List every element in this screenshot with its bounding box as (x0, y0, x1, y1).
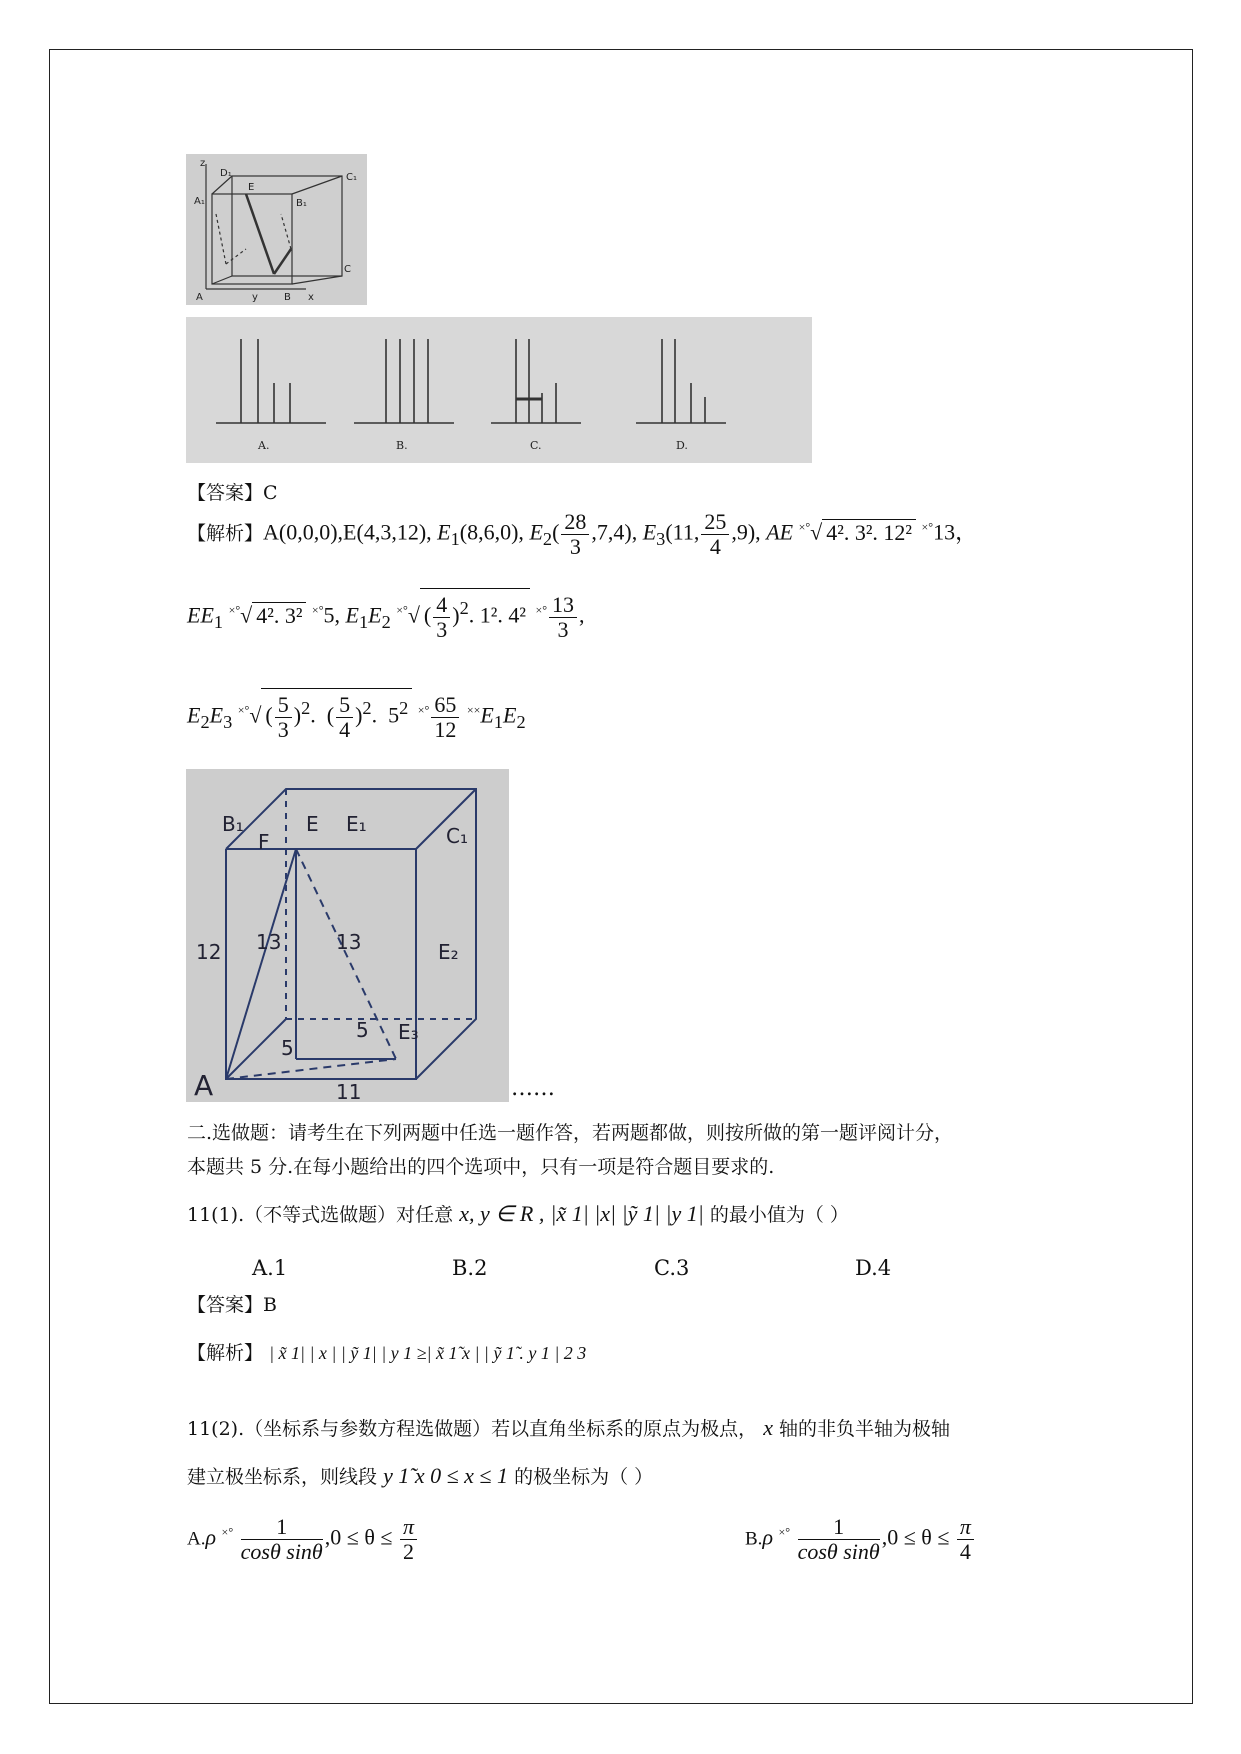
q11-2-line1c: 轴的非负半轴为极轴 (779, 1418, 951, 1440)
frac-25-4: $\frac{25}{4}$ (701, 510, 729, 559)
q11-1-vars: x, y ∈ R , (459, 1201, 545, 1226)
analysis-line-1: 【解析】A(0,0,0),E(4,3,12), $E_1(8,6,0)$, $E_2$( $\frac{28}{3}$ ,7,4), $E_3(11$, $\frac{25}{4}$ ,9), AE ×°√ 4². 3². 12² ×°13， (187, 509, 978, 559)
q11-1-option-b: B.2 (452, 1256, 488, 1280)
q11-2-x: x (763, 1415, 773, 1440)
sketch-label-b1: B₁ (222, 812, 244, 836)
ellipsis: …… (511, 1076, 555, 1101)
fig-label-z: z (200, 158, 206, 169)
option-photo-label-a: A. (258, 439, 270, 452)
q11-1-expr: |x̃ 1| |x| |ỹ 1| |y 1| (550, 1201, 704, 1226)
answer-2-label: 【答案】 (187, 1294, 264, 1316)
cube-diagram-photo (186, 154, 367, 305)
analysis-e1: (8,6,0), (459, 519, 524, 545)
equation-line-2: $EE_1$ ×°√ 4². 3² ×°5, $E_1E_2$ ×°√ ( $\frac{4}{3}$ )$^2$. 1². 4² ×° $\frac{13}{3}$ , (187, 588, 585, 642)
fig-label-a: A (196, 292, 203, 303)
frac-13-3: $\frac{13}{3}$ (549, 593, 577, 642)
analysis-label: 【解析】 (187, 522, 264, 545)
analysis-line-2 (187, 1338, 586, 1365)
sketch-label-e3: E₃ (398, 1020, 419, 1044)
fig-label-d1: D₁ (220, 168, 232, 179)
answer-2-value: B (263, 1294, 277, 1316)
section-2-instructions (187, 1116, 1067, 1184)
sketch-label-11: 11 (336, 1080, 362, 1102)
sketch-label-f: F (258, 830, 270, 854)
q11-2-line1: 11(2).（坐标系与参数方程选做题）若以直角坐标系的原点为极点， (187, 1418, 758, 1440)
fig-label-b1: B₁ (296, 198, 307, 209)
sketch-label-13a: 13 (256, 930, 282, 954)
question-11-2-line-2 (187, 1462, 653, 1489)
analysis-e2: ,7,4), (591, 519, 638, 545)
e1e2-radicand-tail: 1². 4² (479, 602, 526, 628)
frac-65-12: $\frac{65}{12}$ (431, 693, 459, 742)
option-lines-photo (186, 317, 812, 463)
sketch-label-a: A (194, 1069, 214, 1102)
answer-value: C (263, 482, 278, 504)
equation-line-3: $E_2E_3$ ×°√ ( $\frac{5}{3}$ )$^2$. ( $\frac{5}{4}$ )$^2$. $5^2$ ×° $\frac{65}{12}$ $^{\times\times}E_1E_2$ (187, 688, 526, 742)
fig-label-a1: A₁ (194, 196, 205, 207)
answer-line-2 (187, 1290, 277, 1317)
q11-1-option-c: C.3 (654, 1256, 690, 1280)
option-photo-label-c: C. (530, 439, 542, 452)
sketch-label-5b: 5 (356, 1018, 369, 1042)
ae-value: 13， (933, 519, 978, 545)
fig-label-b: B (284, 292, 291, 303)
fig-label-e: E (248, 182, 255, 193)
fig-label-x: x (308, 292, 314, 303)
fig-label-c1: C₁ (346, 172, 357, 183)
sketch-label-e2: E₂ (438, 940, 459, 964)
q11-2-segment: y 1̃ x 0 ≤ x ≤ 1 (383, 1463, 509, 1488)
q11-2-option-b: B.ρ ×° $\frac{1}{\text{cosθ sinθ}}$ ,0 ≤ θ ≤ $\frac{\pi}{4}$ (745, 1515, 976, 1564)
cube-sketch-photo (186, 769, 509, 1102)
sketch-label-12: 12 (196, 940, 222, 964)
q11-2-option-a: A.ρ ×° $\frac{1}{\text{cosθ sinθ}}$ ,0 ≤ θ ≤ $\frac{\pi}{2}$ (187, 1515, 419, 1564)
sketch-label-e1: E₁ (346, 812, 367, 836)
frac-28-3: $\frac{28}{3}$ (561, 510, 589, 559)
question-11-2-line-1 (187, 1414, 950, 1441)
q11-1-options (187, 1256, 1087, 1286)
fig-label-c: C (344, 264, 351, 275)
analysis-e3: ,9), (731, 519, 761, 545)
q11-1-suffix: 的最小值为（ ） (709, 1204, 849, 1226)
sketch-label-13b: 13 (336, 930, 362, 954)
q11-2-line2: 建立极坐标系，则线段 (187, 1466, 378, 1488)
sketch-label-e: E (306, 812, 319, 836)
ee1-value: 5 (323, 602, 335, 628)
sketch-label-5a: 5 (281, 1036, 294, 1060)
answer-label: 【答案】 (187, 482, 264, 504)
answer-line-1 (187, 478, 278, 505)
question-11-1 (187, 1200, 849, 1227)
analysis-2-label: 【解析】 (187, 1342, 264, 1364)
fig-label-y: y (252, 292, 258, 303)
section-2-line-1: 二.选做题：请考生在下列两题中任选一题作答，若两题都做，则按所做的第一题评阅计分， (187, 1122, 954, 1144)
ae-radicand: 4². 3². 12² (822, 519, 916, 546)
analysis-points: A(0,0,0),E(4,3,12), (263, 519, 432, 545)
q11-1-option-a: A.1 (252, 1256, 288, 1280)
q11-2-line2c: 的极坐标为（ ） (514, 1466, 654, 1488)
ee1-radicand: 4². 3² (252, 602, 306, 629)
sketch-label-c1: C₁ (446, 824, 468, 848)
q11-1-prefix: 11(1).（不等式选做题）对任意 (187, 1204, 454, 1226)
option-photo-label-b: B. (396, 439, 408, 452)
q11-1-option-d: D.4 (855, 1256, 892, 1280)
analysis-2-expr: | x̃ 1| | x | | ỹ 1| | y 1 ≥| x̃ 1̃ x | | ỹ 1̃ . y 1 | 2 3 (269, 1343, 587, 1363)
section-2-line-2: 本题共 5 分.在每小题给出的四个选项中，只有一项是符合题目要求的. (187, 1156, 775, 1178)
option-photo-label-d: D. (676, 439, 688, 452)
